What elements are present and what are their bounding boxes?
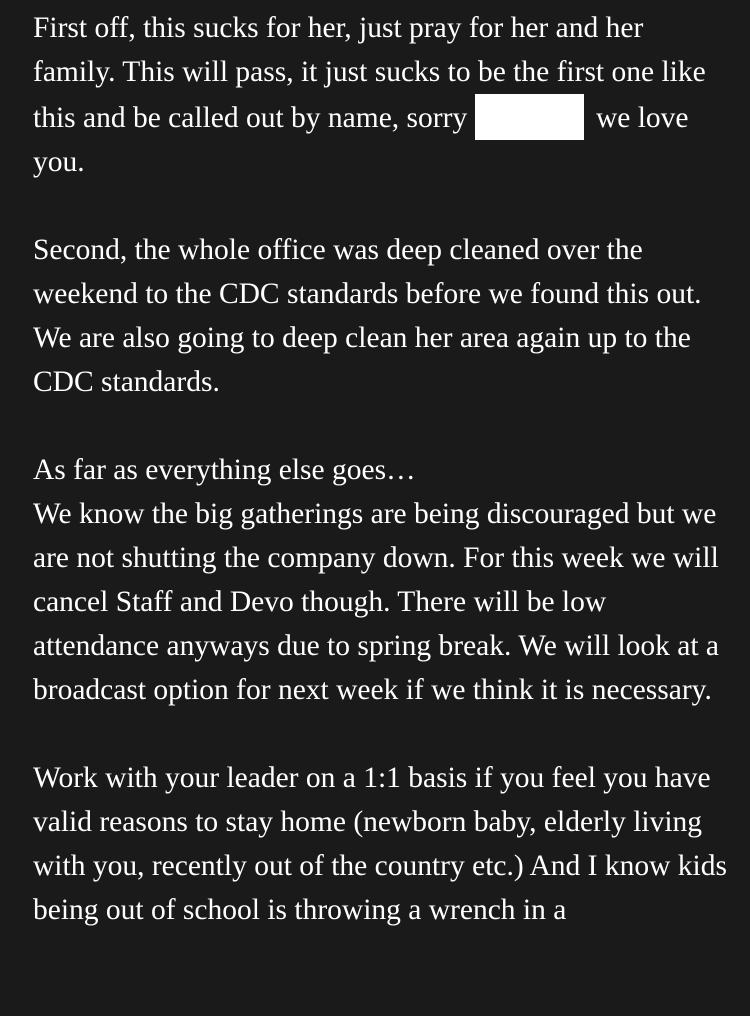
paragraph-2-line-1: Second, the whole office was deep cleaned over the weekend to the CDC standards before we found this out. bbox=[33, 234, 702, 310]
paragraph-4-text: Work with your leader on a 1:1 basis if you feel you have valid reasons to stay home (newborn baby, elderly living with you, recently out of the country etc.) And I know kids being out of school is throwing a wrench in a bbox=[33, 762, 727, 926]
redaction-box bbox=[475, 94, 584, 140]
paragraph-4 bbox=[33, 756, 733, 932]
paragraph-3-line-2: We know the big gatherings are being discouraged but we are not shutting the company down. For this week we will cancel Staff and Devo though. There will be low attendance anyways due to spring break. We will look at a broadcast option for next week if we think it is necessary. bbox=[33, 498, 720, 706]
paragraph-2-line-2: We are also going to deep clean her area again up to the CDC standards. bbox=[33, 322, 691, 398]
paragraph-1 bbox=[33, 6, 733, 184]
paragraph-1-text-end: we love you. bbox=[33, 102, 689, 178]
paragraph-2 bbox=[33, 228, 733, 404]
message-body bbox=[33, 6, 733, 976]
paragraph-3 bbox=[33, 448, 733, 712]
paragraph-1-text-start: First off, this sucks for her, just pray for her and her family. This will pass, it just sucks to be the first one like this and be called out by name, sorry bbox=[33, 12, 706, 134]
paragraph-3-line-1: As far as everything else goes… bbox=[33, 454, 416, 486]
